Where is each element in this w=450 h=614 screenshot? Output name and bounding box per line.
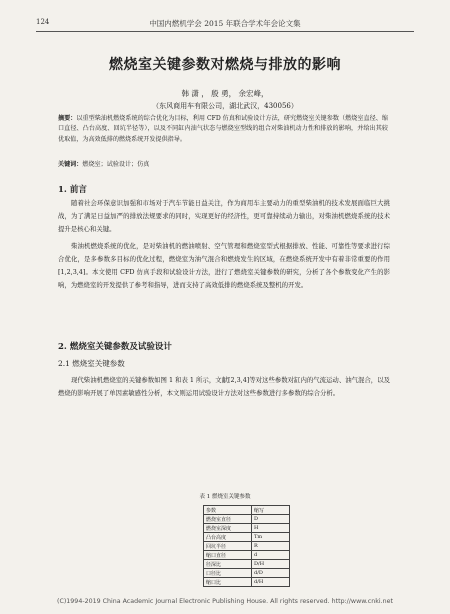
table-cell: D (252, 515, 290, 524)
table-row (204, 542, 290, 551)
table-cell: R (252, 542, 290, 551)
copyright-footer: (C)1994-2019 China Academic Journal Electronic Publishing House. All rights reserved. http://www.cnki.net (56, 598, 393, 605)
abstract-text: 以重型柴油机燃烧系统的综合优化为目标，利用 CFD 仿真和试验设计方法，研究燃烧室关键参数（燃烧室直径、缩口直径、凸台高度、回坑半径等），以及不同缸内油气状态与燃烧室型线的组合对柴油机动力性和排放的影响，并给出其较优取值，为高效低排的燃烧系统开发提供指导。 (58, 115, 388, 143)
authors: 韩 潇 ， 殷 勇， 余宏峰， (181, 89, 269, 98)
header-rule (36, 31, 414, 32)
table-header-cell: 参数 (204, 506, 252, 515)
table-row (204, 560, 290, 569)
keywords (58, 159, 388, 168)
table-cell: d/H (252, 578, 290, 587)
table-cell: 燃烧室深度 (204, 524, 252, 533)
table-cell: D/H (252, 560, 290, 569)
table-cell: 燃烧室直径 (204, 515, 252, 524)
affiliation: （东风商用车有限公司，湖北武汉，430056） (152, 102, 298, 110)
section-2-1-heading: 2.1 燃烧室关键参数 (58, 359, 125, 368)
table-cell: 缩口比 (204, 578, 252, 587)
table-row (204, 524, 290, 533)
abstract (58, 114, 388, 145)
table-header-cell: 缩写 (252, 506, 290, 515)
table-row (204, 569, 290, 578)
parameter-table (203, 505, 290, 587)
table-cell: 凸台高度 (204, 533, 252, 542)
table-cell: 口径比 (204, 569, 252, 578)
table-cell: 径深比 (204, 560, 252, 569)
keywords-text: 燃烧室；试验设计；仿真 (82, 161, 150, 168)
section-1-heading: 1. 前言 (58, 185, 87, 195)
table-cell: d (252, 551, 290, 560)
table-header-row (204, 506, 290, 515)
table-row (204, 533, 290, 542)
table-row (204, 515, 290, 524)
page-number: 124 (36, 18, 50, 26)
table-cell: d/D (252, 569, 290, 578)
section-1-paragraph-1: 随着社会环保意识加强和市场对于汽车节能日益关注，作为商用车主要动力的重型柴油机的技术发展面临巨大挑战，为了满足日益加严的排放法规要求的同时，实现更好的经济性，更可靠持续动力输出，对柴油机燃烧系统的技术提升是核心和关键。 (58, 199, 390, 233)
table-row (204, 578, 290, 587)
table-cell: Tm (252, 533, 290, 542)
table-cell: H (252, 524, 290, 533)
running-title: 中国内燃机学会 2015 年联合学术年会论文集 (149, 19, 301, 28)
table-1-caption: 表 1 燃烧室关键参数 (199, 494, 251, 500)
table-row (204, 551, 290, 560)
keywords-label: 关键词： (58, 161, 83, 168)
table-cell: 回坑半径 (204, 542, 252, 551)
section-2-1-paragraph: 现代柴油机燃烧室的关键参数如图 1 和表 1 所示，文献[2,3,4]等对这些参数对缸内的气流运动、油气混合，以及燃烧的影响开展了单因素敏感性分析，本文则运用试验设计方法对这些参数进行多参数的综合分析。 (58, 376, 390, 397)
abstract-label: 摘要： (58, 115, 77, 122)
section-1-paragraph-2: 柴油机燃烧系统的优化，是对柴油机的燃油喷射、空气管理和燃烧室型式根据排放、性能、可靠性等要求进行综合优化，是多参数多目标的优化过程，燃烧室为油气混合和燃烧发生的区域，在燃烧系统开发中有着非常重要的作用[1,2,3,4]。本文使用 CFD 仿真手段和试验设计方法，进行了燃烧室关键参数的研究，分析了各个参数变化产生的影响，为燃烧室的开发提供了参考和指导，进而支持了高效低排的燃烧系统及整机的开发。 (58, 242, 390, 289)
paper-title: 燃烧室关键参数对燃烧与排放的影响 (109, 57, 341, 73)
section-2-heading: 2. 燃烧室关键参数及试验设计 (58, 342, 172, 352)
table-cell: 缩口直径 (204, 551, 252, 560)
